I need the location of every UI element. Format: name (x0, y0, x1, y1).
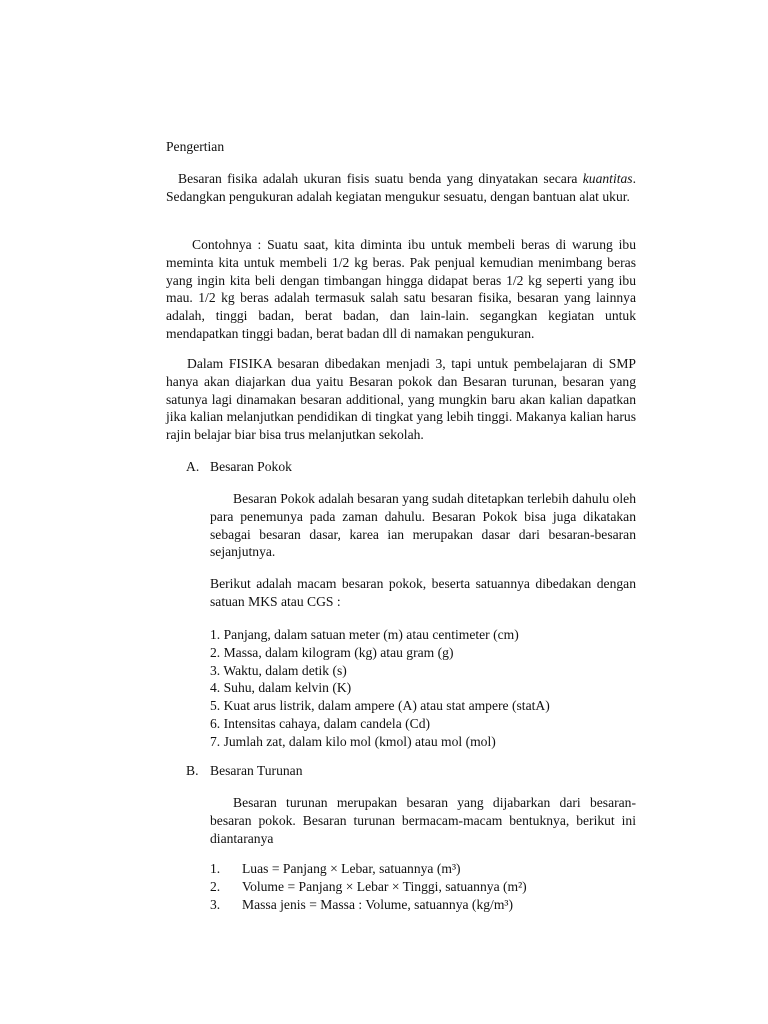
list-item-number: 3. (210, 896, 221, 912)
section-title: Besaran Turunan (210, 763, 303, 778)
page-title: Pengertian (166, 139, 225, 154)
paragraph-classification: Dalam FISIKA besaran dibedakan menjadi 3, tapi untuk pembelajaran di SMP hanya akan diajarkan dua yaitu Besaran pokok dan Besaran turunan, besaran yang satunya lagi dinamakan besaran additional, yang mungkin baru akan kalian dapatkan jika kalian melanjutkan pendidikan di tingkat yang lebih tinggi. Makanya kalian harus rajin belajar biar bisa trus melanjutkan sekolah. (166, 356, 636, 443)
paragraph-definition (166, 170, 636, 206)
definition-text-after: . Sedangkan pengukuran adalah kegiatan mengukur sesuatu, dengan bantuan alat ukur. (166, 171, 636, 204)
list-item-number: 1. (210, 861, 221, 876)
list-item: 3. Waktu, dalam detik (s) (210, 662, 347, 678)
list-item-number: 2. (210, 878, 221, 894)
section-heading-besaran-pokok (186, 458, 292, 476)
paragraph-besaran-turunan-definition: Besaran turunan merupakan besaran yang dijabarkan dari besaran-besaran pokok. Besaran turunan bermacam-macam bentuknya, berikut ini diantaranya (210, 795, 636, 846)
paragraph-besaran-pokok-definition: Besaran Pokok adalah besaran yang sudah ditetapkan terlebih dahulu oleh para penemunya pada zaman dahulu. Besaran Pokok bisa juga dikatakan sebagai besaran dasar, karea ian merupakan dasar dari besaran-besaran sejanjutnya. (210, 491, 636, 560)
section-letter: B. (186, 763, 199, 778)
list-item (210, 878, 527, 896)
definition-text-before: Besaran fisika adalah ukuran fisis suatu benda yang dinyatakan secara (178, 171, 583, 186)
list-item: 5. Kuat arus listrik, dalam ampere (A) atau stat ampere (statA) (210, 698, 550, 714)
paragraph-besaran-pokok-intro: Berikut adalah macam besaran pokok, beserta satuannya dibedakan dengan satuan MKS atau CGS : (210, 576, 636, 609)
list-item (210, 896, 527, 914)
section-title: Besaran Pokok (210, 459, 292, 474)
section-letter: A. (186, 459, 200, 474)
list-item: 6. Intensitas cahaya, dalam candela (Cd) (210, 715, 431, 731)
besaran-turunan-list (210, 860, 527, 913)
list-item-text: Massa jenis = Massa : Volume, satuannya (kg/m³) (242, 896, 513, 912)
list-item: 4. Suhu, dalam kelvin (K) (210, 680, 352, 696)
paragraph-example: Contohnya : Suatu saat, kita diminta ibu untuk membeli beras di warung ibu meminta kita untuk membeli 1/2 kg beras. Pak penjual kemudian menimbang beras yang ingin kita beli dengan timbangan hingga didapat beras 1/2 kg seperti yang ibu mau. 1/2 kg beras adalah termasuk salah satu besaran fisika, besaran yang lainnya adalah, tinggi badan, berat badan, dan lain-lain. segangkan kegiatan untuk mendapatkan tinggi badan, berat badan dll di namakan pengukuran. (166, 237, 636, 341)
list-item (210, 860, 527, 878)
list-item-text: Luas = Panjang × Lebar, satuannya (m³) (242, 861, 461, 876)
definition-italic-term: kuantitas (582, 171, 633, 186)
besaran-pokok-list (210, 626, 550, 751)
list-item-text: Volume = Panjang × Lebar × Tinggi, satuannya (m²) (242, 878, 527, 894)
section-heading-besaran-turunan (186, 762, 303, 780)
list-item: 1. Panjang, dalam satuan meter (m) atau centimeter (cm) (210, 627, 519, 642)
list-item: 7. Jumlah zat, dalam kilo mol (kmol) atau mol (mol) (210, 733, 496, 749)
list-item: 2. Massa, dalam kilogram (kg) atau gram (g) (210, 644, 454, 660)
